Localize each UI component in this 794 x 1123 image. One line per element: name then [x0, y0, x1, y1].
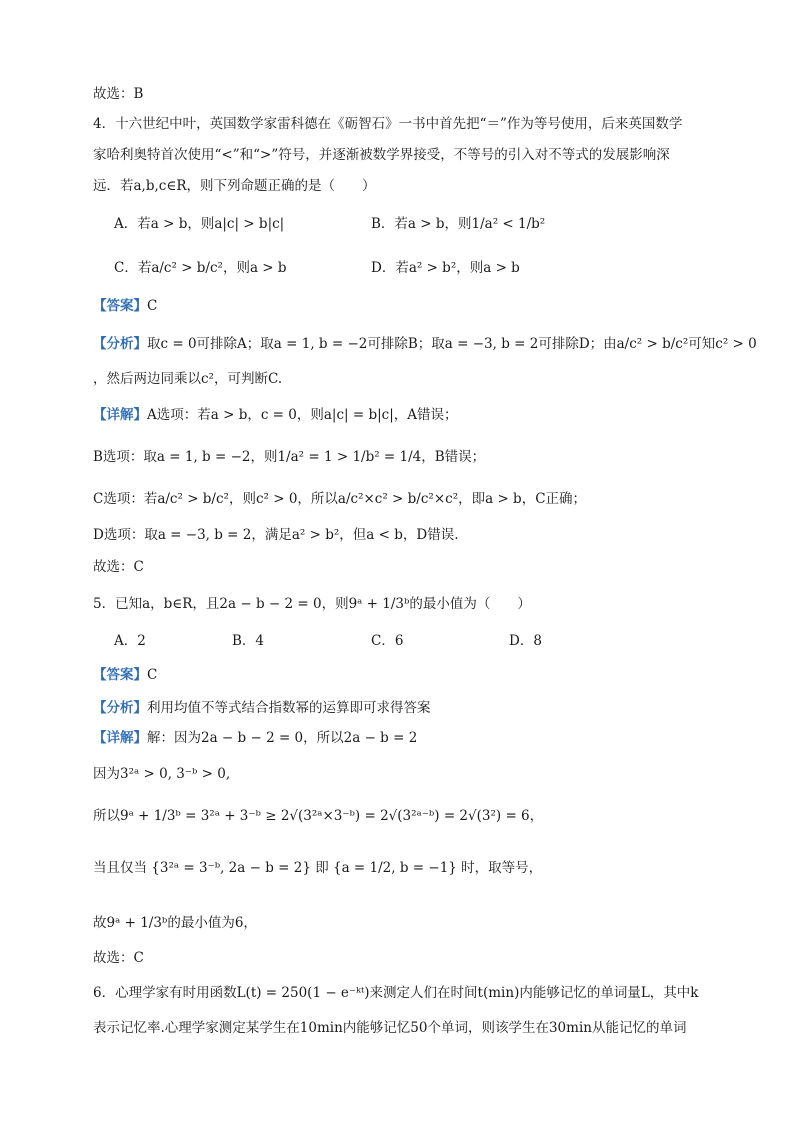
q4-detail-a: [93, 405, 458, 425]
q4-detail-d: D选项：取a = −3, b = 2，满足a² > b²，但a < b，D错误.: [93, 527, 459, 543]
q5-detail-4: 当且仅当 {3²ᵃ = 3⁻ᵇ, 2a − b = 2} 即 {a = 1/2, b = −1} 时，取等号，: [93, 860, 543, 876]
q4-detail-c: C选项：若a/c² > b/c²，则c² > 0，所以a/c²×c² > b/c²×c²，即a > b，C正确；: [93, 491, 587, 507]
q5-option-d: D．8: [509, 633, 542, 649]
q5-detail-text-1: 解：因为2a − b − 2 = 0，所以2a − b = 2: [147, 730, 418, 746]
q5-analysis-text: 利用均值不等式结合指数幂的运算即可求得答案: [147, 700, 431, 716]
q4-option-b: B．若a > b，则1/a² < 1/b²: [371, 216, 546, 232]
detail-tag: 【详解】: [93, 407, 147, 423]
q4-answer-value: C: [147, 298, 158, 314]
q5-stem: 5．已知a，b∈R，且2a − b − 2 = 0，则9ᵃ + 1/3ᵇ的最小值为（ ）: [93, 596, 531, 612]
q5-conclusion: 故选：C: [93, 950, 144, 966]
q5-detail-3: 所以9ᵃ + 1/3ᵇ = 3²ᵃ + 3⁻ᵇ ≥ 2√(3²ᵃ×3⁻ᵇ) = 2√(3²ᵃ⁻ᵇ) = 2√(3²) = 6，: [93, 808, 544, 824]
q4-answer: [93, 296, 157, 316]
answer-tag: 【答案】: [93, 298, 147, 314]
q4-analysis-line1: [93, 334, 757, 354]
q4-option-c: C．若a/c² > b/c²，则a > b: [114, 260, 287, 276]
q5-detail-5: 故9ᵃ + 1/3ᵇ的最小值为6，: [93, 915, 257, 931]
prev-conclusion: 故选：B: [93, 86, 144, 102]
q5-detail-2: 因为3²ᵃ > 0, 3⁻ᵇ > 0,: [93, 766, 231, 782]
q4-stem-line3: 远．若a,b,c∈R，则下列命题正确的是（ ）: [93, 178, 376, 194]
q4-conclusion: 故选：C: [93, 559, 144, 575]
q5-option-b: B．4: [232, 633, 265, 649]
q5-analysis: [93, 698, 431, 718]
q5-option-a: A．2: [114, 633, 146, 649]
q6-stem-line1: 6．心理学家有时用函数L(t) = 250(1 − e⁻ᵏᵗ)来测定人们在时间t(min)内能够记忆的单词量L，其中k: [93, 985, 699, 1001]
detail-tag: 【详解】: [93, 730, 147, 746]
q4-stem-line2: 家哈利奥特首次使用“<”和“>”符号，并逐渐被数学界接受，不等号的引入对不等式的发展影响深: [93, 147, 670, 163]
q4-stem-line1: 4．十六世纪中叶，英国数学家雷科德在《砺智石》一书中首先把“＝”作为等号使用，后来英国数学: [93, 116, 683, 132]
q5-detail-1: [93, 728, 417, 748]
analysis-tag: 【分析】: [93, 700, 147, 716]
q5-answer-value: C: [147, 667, 158, 683]
analysis-tag: 【分析】: [93, 336, 147, 352]
q4-analysis-line2: ，然后两边同乘以c²，可判断C.: [93, 371, 283, 387]
q6-stem-line2: 表示记忆率.心理学家测定某学生在10min内能够记忆50个单词，则该学生在30min从能记忆的单词: [93, 1020, 687, 1036]
q4-option-d: D．若a² > b²，则a > b: [371, 260, 520, 276]
q5-answer: [93, 665, 157, 685]
q4-detail-a-text: A选项：若a > b，c = 0，则a|c| = b|c|，A错误；: [147, 407, 458, 423]
q4-detail-b: B选项：取a = 1, b = −2，则1/a² = 1 > 1/b² = 1/4，B错误；: [93, 449, 486, 465]
q5-option-c: C．6: [371, 633, 404, 649]
answer-tag: 【答案】: [93, 667, 147, 683]
q4-analysis-text-1: 取c = 0可排除A；取a = 1, b = −2可排除B；取a = −3, b = 2可排除D；由a/c² > b/c²可知c² > 0: [147, 336, 757, 352]
q4-option-a: A．若a > b，则a|c| > b|c|: [114, 216, 285, 232]
